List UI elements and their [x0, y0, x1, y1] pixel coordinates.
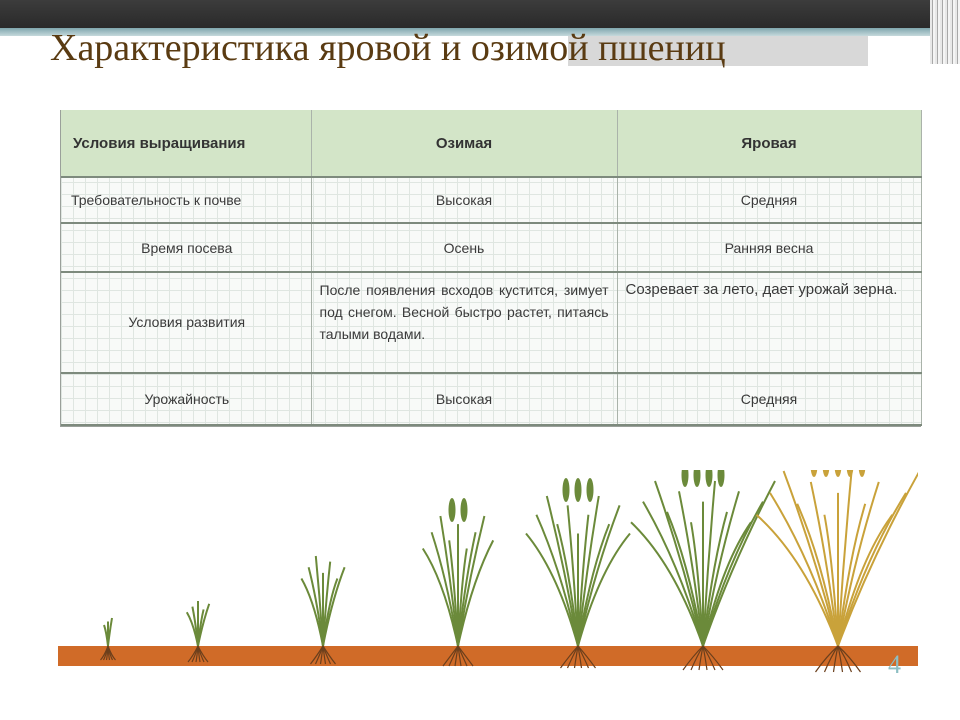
wheat-plant-stage-6 [631, 470, 775, 670]
decorative-stripes [930, 0, 960, 64]
cell-winter: Осень [311, 223, 617, 271]
cell-winter: После появления всходов кустится, зимует под снегом. Весной быстро растет, питаясь талыми водами. [311, 272, 617, 373]
comparison-table-container [60, 110, 921, 427]
header-winter: Озимая [311, 110, 617, 177]
cell-spring: Средняя [617, 373, 921, 425]
header-conditions: Условия выращивания [61, 110, 311, 177]
page-number: 4 [888, 650, 901, 679]
table-header-row [61, 110, 921, 177]
table-row [61, 223, 921, 271]
cell-winter: Высокая [311, 373, 617, 425]
cell-condition: Урожайность [61, 373, 311, 425]
cell-condition: Условия развития [61, 272, 311, 373]
cell-condition: Время посева [61, 223, 311, 271]
table-row [61, 373, 921, 425]
cell-winter: Высокая [311, 177, 617, 223]
comparison-table [61, 110, 922, 426]
cell-spring: Созревает за лето, дает урожай зерна. [617, 272, 921, 373]
wheat-plant-stage-7 [756, 470, 918, 672]
header-spring: Яровая [617, 110, 921, 177]
cell-spring: Ранняя весна [617, 223, 921, 271]
wheat-plant-stage-4 [423, 498, 493, 666]
slide-title: Характеристика яровой и озимой пшениц [50, 27, 726, 69]
wheat-plant-stage-5 [526, 478, 630, 668]
table-row [61, 272, 921, 373]
table-row [61, 177, 921, 223]
cell-spring: Средняя [617, 177, 921, 223]
cell-condition: Требовательность к почве [61, 177, 311, 223]
soil-band [58, 646, 918, 666]
top-bar [0, 0, 930, 28]
wheat-growth-illustration [58, 470, 918, 690]
